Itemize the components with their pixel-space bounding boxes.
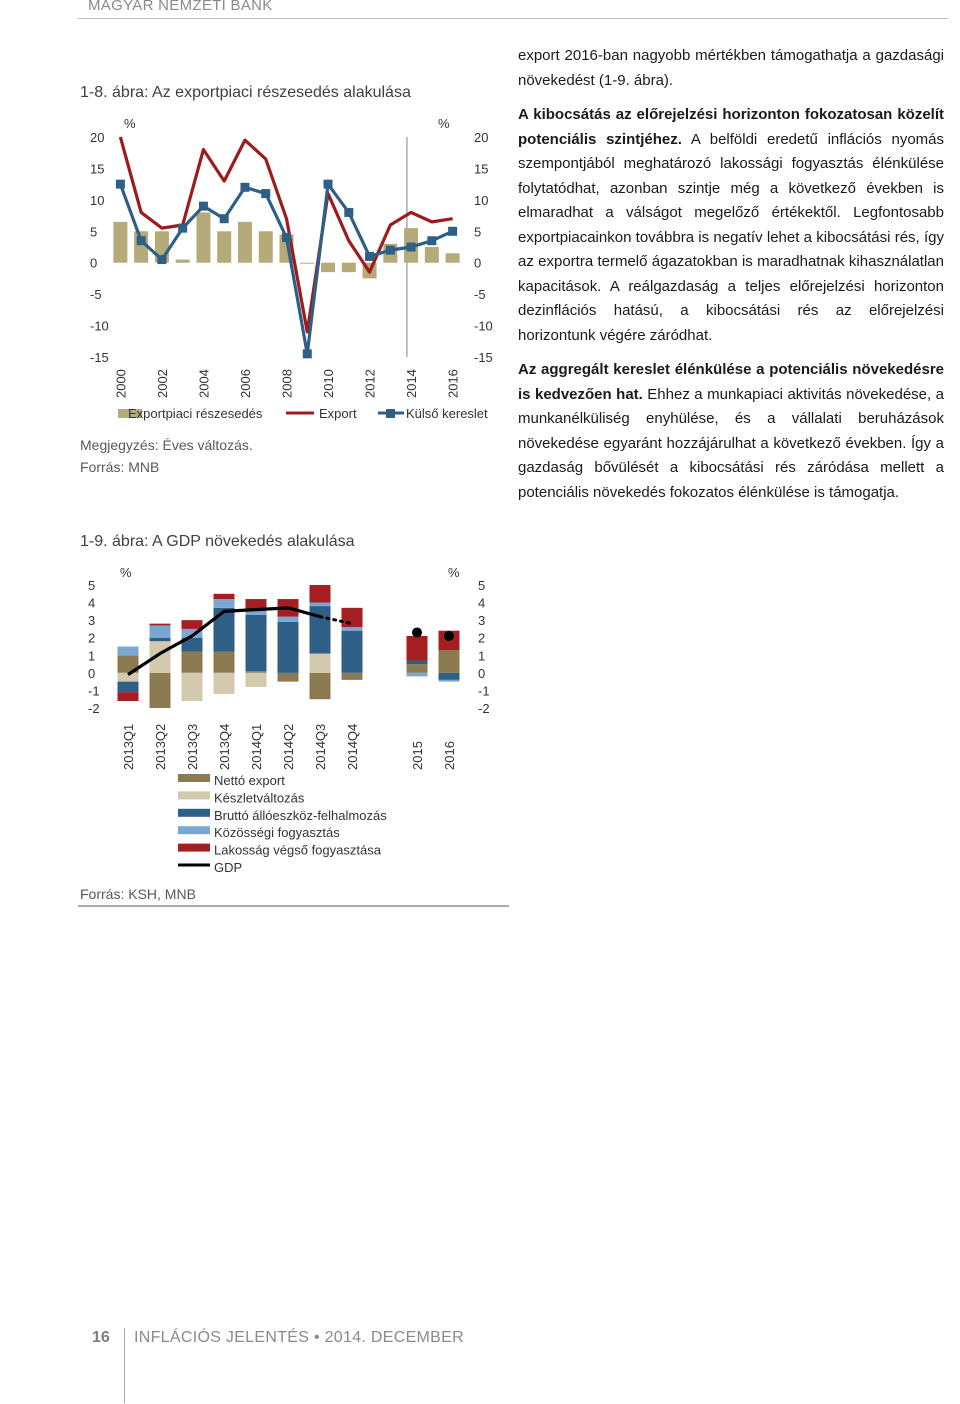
figure-9-bar-2015-lakosság-végső-fogyasztása xyxy=(407,636,428,661)
figure-8-xtick: 2010 xyxy=(321,369,337,398)
figure-9-ytick-left: -2 xyxy=(88,701,100,716)
figure-9-ytick-right: 5 xyxy=(478,578,486,593)
figure-9-xtick: 2013Q3 xyxy=(185,723,200,770)
figure-8-marker-kulso-kereslet xyxy=(386,246,395,255)
figure-9-bar-2014Q1-készletváltozás xyxy=(246,673,267,687)
figure-8-line-kulso-kereslet xyxy=(120,184,452,354)
paragraph-1: export 2016-ban nagyobb mértékben támogathatja a gazdasági növekedést (1-9. ábra). xyxy=(518,47,944,89)
figure-9-xtick: 2013Q4 xyxy=(217,723,232,770)
figure-8-bar-2015 xyxy=(425,247,439,263)
figure-8-legend-export: Export xyxy=(319,406,357,421)
figure-8-bar-2009 xyxy=(300,263,314,264)
figure-9-ytick-left: 1 xyxy=(88,648,96,664)
figure-9-bar-2013Q3-nettó-export xyxy=(182,652,203,673)
figure-8-bar-2004 xyxy=(196,212,210,262)
paragraph-3 xyxy=(518,358,944,505)
figure-9-bar-2014Q1-nettó-export xyxy=(246,671,267,673)
figure-8-xtick: 2002 xyxy=(154,369,170,398)
bank-header: MAGYAR NEMZETI BANK xyxy=(88,0,273,14)
figure-8-ytick-left: 20 xyxy=(90,130,105,145)
figure-8-ytick-left: 10 xyxy=(90,192,105,208)
figure-9-xtick: 2013Q1 xyxy=(121,723,136,770)
figure-8-marker-kulso-kereslet xyxy=(448,227,457,236)
figure-9-xtick: 2014Q3 xyxy=(313,723,328,770)
figure-9-bar-2014Q3-készletváltozás xyxy=(310,654,331,673)
figure-9-gdp-point-2016 xyxy=(444,631,454,641)
figure-8-marker-kulso-kereslet xyxy=(427,236,436,245)
figure-9-unit-left: % xyxy=(120,565,132,580)
figure-9-legend-swatch xyxy=(178,826,210,834)
figure-8-chart xyxy=(78,108,509,431)
figure-9-bar-2014Q4-bruttó-állóeszköz-felhalmozás xyxy=(342,631,363,673)
figure-9-unit-right: % xyxy=(448,565,460,580)
figure-9-bar-2013Q4-közösségi-fogyasztás xyxy=(214,599,235,608)
figure-9-bar-2016-bruttó-állóeszköz-felhalmozás xyxy=(439,673,460,680)
figure-8-marker-kulso-kereslet xyxy=(178,224,187,233)
figure-8-ytick-right: 10 xyxy=(474,192,489,208)
figure-8-ytick-left: -15 xyxy=(90,350,109,365)
figure-8-xtick: 2016 xyxy=(445,369,461,398)
figure-8-svg xyxy=(78,108,509,426)
figure-8-bar-2003 xyxy=(176,260,190,263)
figure-8-marker-kulso-kereslet xyxy=(282,233,291,242)
figure-8-marker-kulso-kereslet xyxy=(137,236,146,245)
figure-9-ytick-left: 5 xyxy=(88,578,96,593)
figure-9-bar-2014Q1-bruttó-állóeszköz-felhalmozás xyxy=(246,615,267,671)
figure-9-xtick: 2014Q1 xyxy=(249,723,264,770)
figure-9-bar-2016-közösségi-fogyasztás xyxy=(439,680,460,682)
figure-9-bar-2015-közösségi-fogyasztás xyxy=(407,673,428,677)
figure-8-bar-2005 xyxy=(217,231,231,262)
figure-8-bar-2006 xyxy=(238,222,252,263)
figure-9-bar-2014Q3-közösségi-fogyasztás xyxy=(310,603,331,607)
paragraph-2-lead: A kibocsátás az előrejelzési horizonton fokozatosan közelít potenciális szintjéhez. xyxy=(518,106,944,148)
figure-8-ytick-right: -10 xyxy=(474,318,493,334)
figure-9-bar-2013Q1-bruttó-állóeszköz-felhalmozás xyxy=(118,682,139,693)
figure-9-legend-swatch xyxy=(178,791,210,799)
figure-9-bar-2014Q3-nettó-export xyxy=(310,673,331,699)
figure-8-ytick-right: 0 xyxy=(474,255,482,271)
figure-8-xtick: 2004 xyxy=(196,369,212,398)
figure-9-bar-2014Q2-közösségi-fogyasztás xyxy=(278,617,299,622)
figure-8-marker-kulso-kereslet xyxy=(261,189,270,198)
figure-9-source: Forrás: KSH, MNB xyxy=(80,886,196,902)
figure-9-xtick: 2013Q2 xyxy=(153,723,168,770)
figure-8-ytick-right: -5 xyxy=(474,287,486,303)
figure-9-gdp-point-2015 xyxy=(412,627,422,637)
figure-9-ytick-left: 0 xyxy=(88,665,96,681)
figure-9-legend-swatch xyxy=(178,844,210,852)
figure-9-ytick-left: 2 xyxy=(88,630,96,646)
figure-bottom-rule xyxy=(78,905,509,907)
figure-8-marker-kulso-kereslet xyxy=(220,214,229,223)
figure-8-title: 1-8. ábra: Az exportpiaci részesedés alakulása xyxy=(80,84,411,101)
figure-8-unit-right: % xyxy=(438,116,450,131)
figure-9-legend-label: Bruttó állóeszköz-felhalmozás xyxy=(214,807,387,823)
paragraph-2-body: A belföldi eredetű inflációs nyomás szempontjából meghatározó lakossági fogyasztás élénkülése folytatódhat, azonban szintje még a következő években is elmaradhat a válságot megelőző értékektől. Legfontosabb exportpiacainkon továbbra is negatív lehet a kibocsátási rés, így az exportra termelő ágazatokban is maradhatnak kihasználatlan kapacitások. A reálgazdaság a teljes előrejelzési horizonton dezinflációs hatású, a kibocsátási rés az előrejelzési horizontunk végére záródhat. xyxy=(518,130,945,344)
figure-9-legend-label: Lakosság végső fogyasztása xyxy=(214,842,381,858)
figure-9-bar-2013Q1-közösségi-fogyasztás xyxy=(118,647,139,656)
figure-9-bar-2014Q3-lakosság-végső-fogyasztása xyxy=(310,585,331,603)
figure-9-bar-2014Q4-nettó-export xyxy=(342,673,363,680)
figure-9-bar-2014Q4-közösségi-fogyasztás xyxy=(342,627,363,631)
footer-divider xyxy=(124,1328,125,1403)
figure-8-bar-2016 xyxy=(446,253,460,262)
body-text-column xyxy=(518,44,944,505)
figure-9-ytick-right: 0 xyxy=(478,665,486,681)
figure-8-legend-kulso: Külső kereslet xyxy=(406,406,488,421)
figure-8-ytick-left: -10 xyxy=(90,318,109,334)
figure-8-ytick-right: -15 xyxy=(474,350,493,365)
figure-8-legend-marker-kulso xyxy=(386,409,395,418)
figure-8-xtick: 2012 xyxy=(362,369,378,398)
figure-9-ytick-right: 2 xyxy=(478,630,486,646)
figure-9-legend-gdp: GDP xyxy=(214,860,243,875)
figure-9-bar-2013Q4-készletváltozás xyxy=(214,673,235,694)
figure-8-marker-kulso-kereslet xyxy=(324,180,333,189)
figure-9-bar-2013Q2-lakosság-végső-fogyasztása xyxy=(150,624,171,626)
figure-9-bar-2015-nettó-export xyxy=(407,664,428,673)
figure-9-ytick-right: -1 xyxy=(478,683,490,699)
figure-8-marker-kulso-kereslet xyxy=(407,243,416,252)
figure-9-bar-2013Q4-bruttó-állóeszköz-felhalmozás xyxy=(214,608,235,652)
figure-9-bar-2013Q2-nettó-export xyxy=(150,673,171,708)
figure-9-bar-2016-nettó-export xyxy=(439,650,460,673)
figure-8-bar-2010 xyxy=(321,263,335,272)
paragraph-3-body: Ehhez a munkapiaci aktivitás növekedése, a munkanélküliség enyhülése, és a vállalati beruházások növekedése egyaránt hozzájárulhat a következő években. Így a gazdaság bővülését a kibocsátási rés záródása mellett a potenciális növekedés fokozatos élénkülése is támogatja. xyxy=(518,385,944,501)
figure-8-marker-kulso-kereslet xyxy=(240,183,249,192)
figure-9-legend-label: Készletváltozás xyxy=(214,790,305,806)
footer-title: INFLÁCIÓS JELENTÉS • 2014. DECEMBER xyxy=(134,1329,464,1346)
figure-9-chart xyxy=(78,560,509,885)
figure-9-bar-2014Q2-nettó-export xyxy=(278,673,299,682)
figure-9-title: 1-9. ábra: A GDP növekedés alakulása xyxy=(80,533,355,550)
figure-9-bar-2013Q2-bruttó-állóeszköz-felhalmozás xyxy=(150,638,171,642)
figure-9-svg xyxy=(78,560,509,880)
figure-9-ytick-right: 1 xyxy=(478,648,486,664)
figure-9-legend-label: Nettó export xyxy=(214,773,285,788)
figure-9-xtick: 2014Q2 xyxy=(281,723,296,770)
figure-9-bar-2015-bruttó-állóeszköz-felhalmozás xyxy=(407,661,428,665)
figure-8-xtick: 2006 xyxy=(237,369,253,398)
figure-9-legend-swatch xyxy=(178,809,210,817)
figure-9-ytick-left: 3 xyxy=(88,613,96,629)
figure-8-marker-kulso-kereslet xyxy=(199,202,208,211)
figure-9-ytick-right: 3 xyxy=(478,613,486,629)
figure-8-xtick: 2014 xyxy=(404,369,420,398)
figure-9-ytick-left: -1 xyxy=(88,683,100,699)
figure-9-xtick: 2016 xyxy=(442,741,457,770)
figure-8-ytick-right: 20 xyxy=(474,130,489,145)
figure-8-marker-kulso-kereslet xyxy=(116,180,125,189)
figure-8-legend-exportpiaci: Exportpiaci részesedés xyxy=(128,406,263,421)
paragraph-2 xyxy=(518,103,944,348)
figure-8-ytick-left: 15 xyxy=(90,161,105,177)
header-rule xyxy=(78,18,948,19)
figure-8-ytick-left: -5 xyxy=(90,287,102,303)
figure-9-bar-2013Q1-lakosság-végső-fogyasztása xyxy=(118,692,139,701)
figure-9-bar-2013Q4-nettó-export xyxy=(214,652,235,673)
paragraph-3-lead: Az aggregált kereslet élénkülése a potenciális növekedésre is kedvezően hat. xyxy=(518,361,944,403)
figure-8-bar-2007 xyxy=(259,231,273,262)
figure-8-marker-kulso-kereslet xyxy=(344,208,353,217)
figure-9-ytick-right: -2 xyxy=(478,701,490,716)
figure-9-xtick: 2014Q4 xyxy=(345,723,360,770)
figure-8-marker-kulso-kereslet xyxy=(303,349,312,358)
page-number: 16 xyxy=(92,1329,110,1346)
figure-9-xtick: 2015 xyxy=(410,741,425,770)
figure-8-marker-kulso-kereslet xyxy=(365,252,374,261)
figure-8-bar-2000 xyxy=(113,222,127,263)
figure-8-xtick: 2008 xyxy=(279,369,295,398)
figure-8-xtick: 2000 xyxy=(113,369,129,398)
figure-8-ytick-right: 5 xyxy=(474,224,482,240)
figure-9-bar-2013Q3-lakosság-végső-fogyasztása xyxy=(182,620,203,629)
figure-8-ytick-left: 0 xyxy=(90,255,98,271)
figure-9-bar-2014Q2-bruttó-állóeszköz-felhalmozás xyxy=(278,622,299,673)
figure-8-ytick-left: 5 xyxy=(90,224,98,240)
figure-9-bar-2013Q3-készletváltozás xyxy=(182,673,203,701)
figure-8-source: Forrás: MNB xyxy=(80,459,160,475)
figure-8-note: Megjegyzés: Éves változás. xyxy=(80,437,253,453)
figure-9-bar-2013Q4-lakosság-végső-fogyasztása xyxy=(214,594,235,599)
figure-9-bar-2013Q2-közösségi-fogyasztás xyxy=(150,625,171,637)
figure-8-marker-kulso-kereslet xyxy=(157,255,166,264)
figure-9-ytick-left: 4 xyxy=(88,595,96,611)
figure-9-legend-swatch xyxy=(178,774,210,782)
figure-9-legend-label: Közösségi fogyasztás xyxy=(214,825,340,841)
figure-9-bar-2014Q4-lakosság-végső-fogyasztása xyxy=(342,608,363,627)
figure-9-ytick-right: 4 xyxy=(478,595,486,611)
figure-8-unit-left: % xyxy=(124,116,136,131)
figure-8-ytick-right: 15 xyxy=(474,161,489,177)
figure-8-bar-2011 xyxy=(342,263,356,272)
